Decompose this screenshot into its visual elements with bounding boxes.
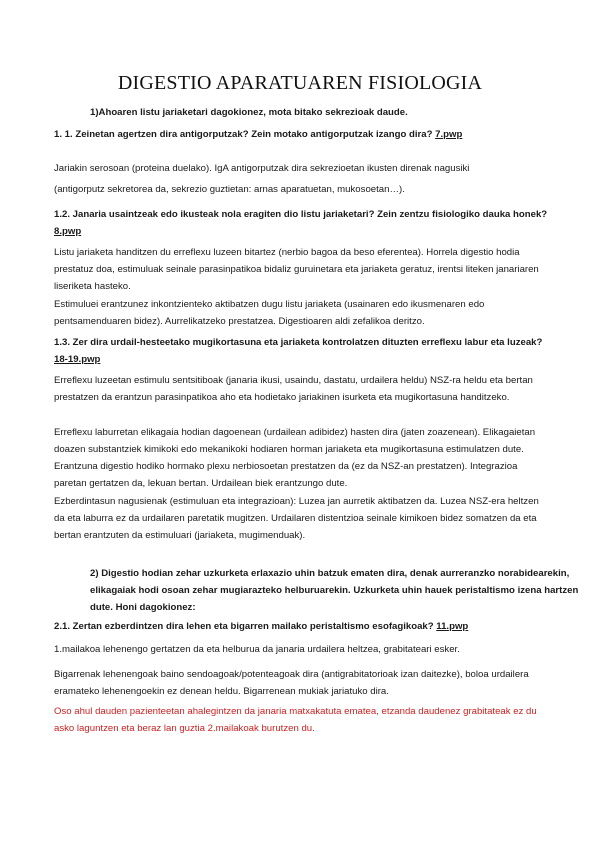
answer-1-2-para-1: Listu jariaketa handitzen du erreflexu luzeen bitartez (nerbio bagoa da beso eferentea). Horrela digestio hodia prestatuz doa, estimuluak seinale parasinpatikoa bidaliz guruinetara eta jariaketa geratuz, irentsi liteken janariaren liseriketa hasteko.: [54, 247, 539, 292]
question-1-2-text: 1.2. Janaria usaintzeak edo ikusteak nola eragiten dio listu jariaketari? Zein zentzu fisiologiko dauka honek?: [54, 209, 548, 220]
answer-1-3-para-2: Erreflexu laburretan elikagaia hodian dagoenean (urdailean adibidez) hasten dira (jaten zoazenean). Elikagaietan doazen substantziek kimikoki edo mekanikoki hodiaren horman jariaketa eta mugikortasuna estimulatzen dute. Erantzuna digestio hodiko hormako plexu nerbiosoetan prestatzen da (ez da NSZ-an prestatzen). Integrazioa paretan gertatzen da, lekuan bertan. Urdailean biek erantzungo dute.: [54, 427, 536, 489]
question-1-2: [54, 206, 550, 240]
question-1-3-ref: 18-19.pwp: [54, 354, 101, 365]
section-1-heading: 1)Ahoaren listu jariaketari dagokionez, mota bitako sekrezioak daude.: [90, 107, 408, 118]
answer-2-1-para-2: Bigarrenak lehenengoak baino sendoagoak/potenteagoak dira (antigrabitatorioak izan daitezke), boloa urdailera eramateko lehenengoekin ez denean heldu. Bigarrenean mukiak jariatuko dira.: [54, 669, 529, 697]
answer-1-3-para-1: Erreflexu luzeetan estimulu sentsitiboak (janaria ikusi, usaindu, dastatu, urdailera heldu) NSZ-ra heldu eta bertan prestatzen da erantzun parasinpatikoa aho eta hodietako jariakinen isurketa eta mugikortasuna handitzeko.: [54, 375, 533, 403]
question-2-1-text: 2.1. Zertan ezberdintzen dira lehen eta bigarren mailako peristaltismo esofagikoak?: [54, 621, 434, 632]
question-2-1-ref: 11.pwp: [436, 621, 469, 632]
answer-1-1-line-2: (antigorputz sekretorea da, sekrezio guztietan: arnas aparatuetan, mukosoetan…).: [54, 184, 405, 195]
question-1-1-ref: 7.pwp: [435, 129, 463, 140]
question-1-1: [54, 126, 550, 143]
section-2-heading: 2) Digestio hodian zehar uzkurketa erlaxazio uhin batzuk ematen dira, denak aurreranzko norabidearekin, elikagaiak hodi osoan zehar mugiarazteko helburuarekin. Uzkurketa uhin hauek peristaltismo izena hartzen dute. Honi dagokionez:: [90, 568, 579, 613]
document-title: DIGESTIO APARATUAREN FISIOLOGIA: [117, 72, 483, 94]
answer-1-3-para-3: Ezberdintasun nagusienak (estimuluan eta integrazioan): Luzea jan aurretik aktibatzen da. Luzea NSZ-era heltzen da eta laburra ez da urdailaren paretatik mugitzen. Urdailaren distentzioa seinale kimikoen bidez somatzen da eta bertan erantzuten da estimuluari (jariaketa, mugimenduak).: [54, 496, 539, 541]
question-1-2-ref: 8.pwp: [54, 226, 82, 237]
answer-1-2-para-2: Estimuluei erantzunez inkontzienteko aktibatzen dugu listu jariaketa (usainaren edo ikusmenaren edo pentsamenduaren bidez). Aurrelikatzeko prestatzea. Digestioaren aldi zefalikoa deritzo.: [54, 299, 485, 327]
question-1-1-text: 1. 1. Zeinetan agertzen dira antigorputzak? Zein motako antigorputzak izango dira?: [54, 129, 433, 140]
answer-2-1-para-1: 1.mailakoa lehenengo gertatzen da eta helburua da janaria urdailera heltzea, grabitateari esker.: [54, 644, 460, 655]
question-2-1: [54, 618, 550, 635]
answer-2-1-note: Oso ahul dauden pazienteetan ahalegintzen da janaria matxakatuta ematea, etzanda daudenez grabitateak ez du asko laguntzen eta beraz lan guztia 2.mailakoak burutzen du.: [54, 706, 537, 734]
answer-1-1-line-1: Jariakin serosoan (proteina duelako). IgA antigorputzak dira sekrezioetan ikusten direnak nagusiki: [54, 163, 470, 174]
question-1-3-text: 1.3. Zer dira urdail-hesteetako mugikortasuna eta jariaketa kontrolatzen dituzten erreflexu labur eta luzeak?: [54, 337, 543, 348]
question-1-3: [54, 334, 550, 368]
